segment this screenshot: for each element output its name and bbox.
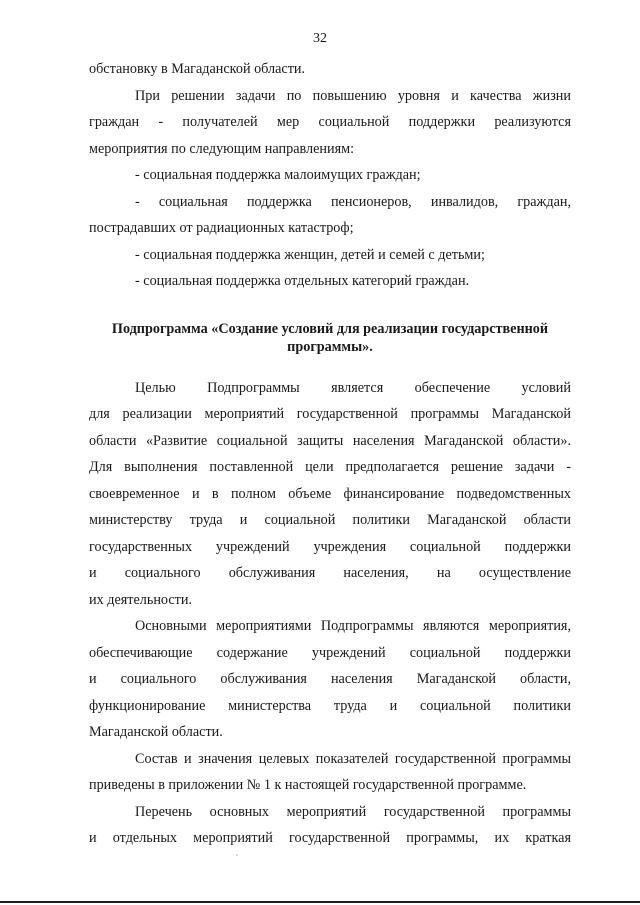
text-line: пострадавших от радиационных катастроф; xyxy=(89,220,354,236)
text-block-bottom xyxy=(89,375,571,852)
section-heading xyxy=(89,320,571,356)
text-block-top xyxy=(89,56,571,295)
text-line: Основными мероприятиями Подпрограммы являются мероприятия, xyxy=(135,618,571,634)
text-line: государственных учреждений учреждения социальной поддержки xyxy=(89,538,571,555)
text-line: мероприятия по следующим направлениям: xyxy=(89,140,355,157)
text-line: Перечень основных мероприятий государственной программы xyxy=(135,803,571,820)
text-line: министерству труда и социальной политики Магаданской области xyxy=(89,512,571,528)
text-line: функционирование министерства труда и социальной политики xyxy=(89,697,571,714)
text-line: При решении задачи по повышению уровня и качества жизни xyxy=(135,87,571,104)
text-line: области «Развитие социальной защиты населения Магаданской области». xyxy=(89,432,571,449)
bottom-rule xyxy=(0,901,640,903)
section-heading-line-2: программы». xyxy=(287,338,373,355)
text-line: обстановку в Магаданской области. xyxy=(89,61,306,77)
text-line: приведены в приложении № 1 к настоящей государственной программе. xyxy=(89,777,527,793)
text-line: обеспечивающие содержание учреждений социальной поддержки xyxy=(89,644,571,661)
text-line: - социальная поддержка пенсионеров, инвалидов, граждан, xyxy=(135,193,571,210)
text-line: - социальная поддержка женщин, детей и семей с детьми; xyxy=(135,246,485,263)
text-line: - социальная поддержка малоимущих граждан; xyxy=(135,167,421,183)
text-line: их деятельности. xyxy=(89,591,192,608)
text-line: граждан - получателей мер социальной поддержки реализуются xyxy=(89,114,571,130)
text-line: Состав и значения целевых показателей государственной программы xyxy=(135,750,571,767)
text-line: Магаданской области. xyxy=(89,724,223,740)
text-line: и социального обслуживания населения, на осуществление xyxy=(89,565,571,581)
text-line: - социальная поддержка отдельных категорий граждан. xyxy=(135,273,470,289)
section-heading-line-1: Подпрограмма «Создание условий для реализации государственной xyxy=(111,320,549,337)
text-line: для реализации мероприятий государственной программы Магаданской xyxy=(89,406,571,422)
page-number: 32 xyxy=(313,31,327,46)
text-line: своевременное и в полном объеме финансирование подведомственных xyxy=(89,485,571,502)
text-line: и отдельных мероприятий государственной программы, их краткая xyxy=(89,830,571,846)
body-text xyxy=(89,56,571,852)
text-line: Целью Подпрограммы является обеспечение условий xyxy=(135,379,571,396)
text-line: и социального обслуживания населения Магаданской области, xyxy=(89,671,571,687)
text-line: Для выполнения поставленной цели предполагается решение задачи - xyxy=(89,459,571,475)
scan-speck xyxy=(236,854,238,856)
